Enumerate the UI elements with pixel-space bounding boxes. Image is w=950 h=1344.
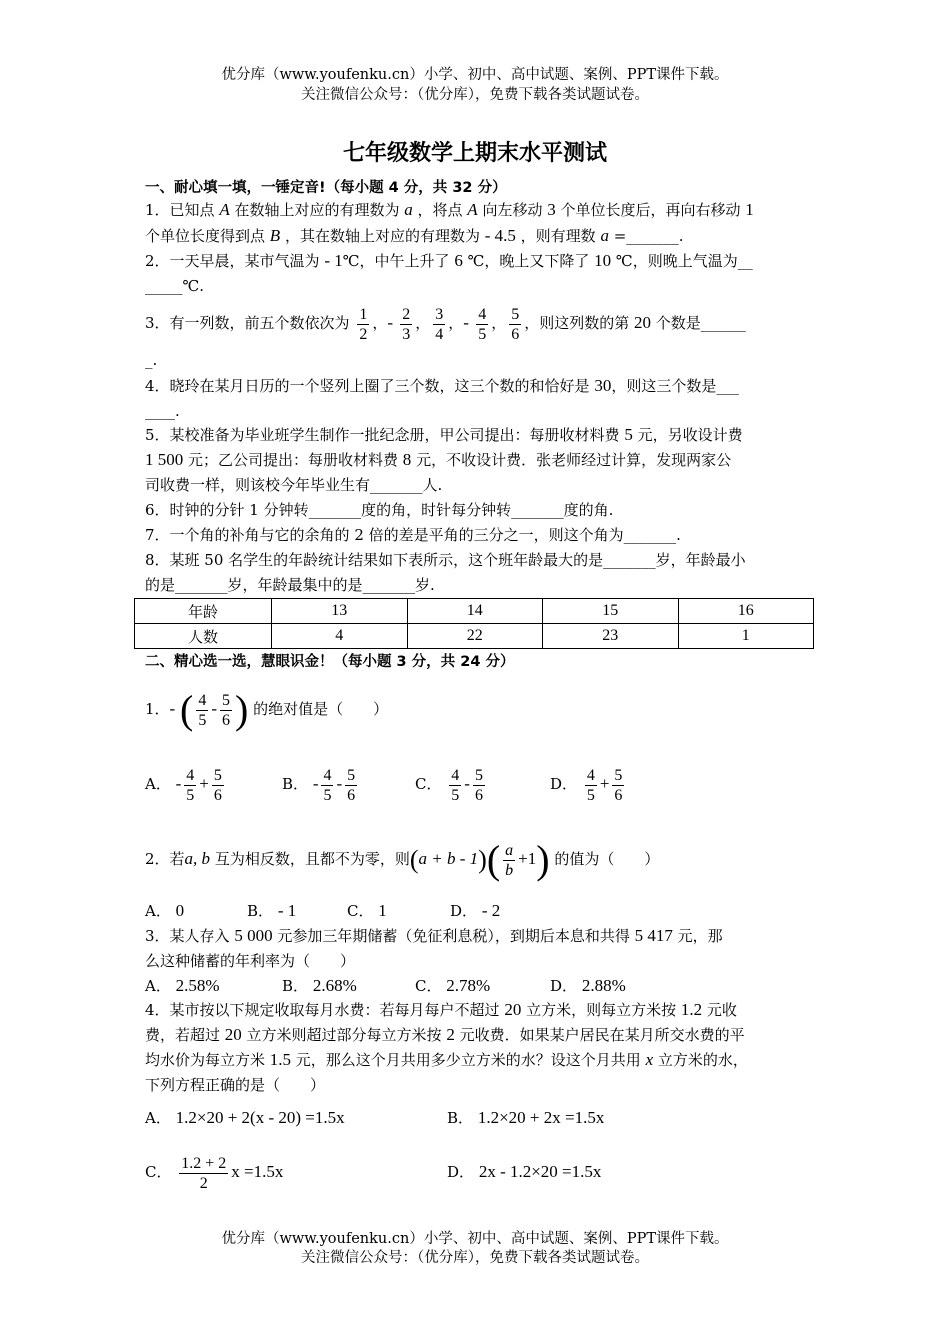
footer-line-2: 关注微信公众号：（优分库），免费下载各类试题试卷。 (301, 1250, 649, 1266)
age-cell: 15 (543, 599, 679, 624)
s2-q4-line1: 4．某市按以下规定收取每月水费：若每月每户不超过 20 立方米，则每立方米按 1.2 元收 (145, 1000, 737, 1019)
s1-q2-line2: _____℃. (145, 277, 205, 295)
s2-q2-stem: 2．若a, b 互为相反数，且都不为零，则(a + b - 1)( $\frac{a}{b}$ +1) 的值为（ ） (145, 837, 660, 882)
q3-fraction: $\frac{2}{3}$ (402, 305, 411, 343)
s1-q1-line1: 1．已知点 A 在数轴上对应的有理数为 a ，将点 A 向左移动 3 个单位长度后，再向右移动 1 (145, 200, 754, 219)
count-row (135, 624, 814, 649)
s2-q2-option-c[interactable]: C． 1 (347, 901, 387, 920)
s1-q5-line3: 司收费一样，则该校今年毕业生有_______人. (145, 476, 443, 494)
s1-q1-line2: 个单位长度得到点 B ，其在数轴上对应的有理数为 - 4.5 ，则有理数 a =_______. (145, 226, 684, 245)
section1-heading: 一、耐心填一填，一锤定音!（每小题 4 分，共 32 分） (145, 180, 507, 196)
age-label: 年龄 (135, 599, 272, 624)
s1-q5-line2: 1 500 元；乙公司提出：每册收材料费 8 元，不收设计费．张老师经过计算，发现两家公 (145, 450, 732, 469)
count-cell: 22 (407, 624, 543, 649)
s1-q7: 7．一个角的补角与它的余角的 2 倍的差是平角的三分之一，则这个角为_______. (145, 526, 681, 544)
count-cell: 4 (272, 624, 408, 649)
s1-q6: 6．时钟的分针 1 分钟转_______度的角，时针每分钟转_______度的角. (145, 501, 614, 519)
s2-q1-option-c[interactable]: C． $\frac{4}{5}$ - $\frac{5}{6}$ (415, 766, 483, 804)
count-cell: 1 (678, 624, 814, 649)
s2-q4-line3: 均水价为每立方米 1.5 元，那么这个月共用多少立方米的水？设这个月共用 x 立方米的水， (145, 1050, 748, 1069)
s2-q4-option-c[interactable]: C． $\frac{1.2 + 2}{2}$ x =1.5x (145, 1154, 284, 1192)
s1-q8-line2: 的是_______岁，年龄最集中的是_______岁. (145, 576, 435, 594)
s2-q1-option-b[interactable]: B． - $\frac{4}{5}$ - $\frac{5}{6}$ (282, 766, 356, 804)
s2-q2-option-b[interactable]: B． - 1 (247, 901, 297, 920)
q3-fraction-sequence: $\frac{1}{2}$ ，- $\frac{2}{3}$ ， $\frac{3}{4}$ ，- $\frac{4}{5}$ ， $\frac{5}{6}$ (359, 305, 520, 343)
s2-q3-line1: 3．某人存入 5 000 元参加三年期储蓄（免征利息税），到期后本息和共得 5 417 元，那 (145, 926, 723, 945)
age-cell: 16 (678, 599, 814, 624)
s2-q3-option-c[interactable]: C． 2.78% (415, 976, 491, 995)
header-line-2: 关注微信公众号：（优分库），免费下载各类试题试卷。 (301, 87, 649, 103)
s2-q3-line2: 么这种储蓄的年利率为（ ） (145, 952, 356, 970)
count-cell: 23 (543, 624, 679, 649)
s2-q4-line4: 下列方程正确的是（ ） (145, 1076, 326, 1094)
section2-heading: 二、精心选一选，慧眼识金！（每小题 3 分，共 24 分） (145, 654, 515, 670)
s2-q1-option-a[interactable]: A． - $\frac{4}{5}$ + $\frac{5}{6}$ (145, 766, 222, 804)
s1-q4-line2: ____. (145, 402, 180, 420)
s2-q4-option-d[interactable]: D． 2x - 1.2×20 =1.5x (447, 1162, 602, 1181)
s1-q2-line1: 2．一天早晨，某市气温为 - 1℃，中午上升了 6 ℃，晚上又下降了 10 ℃，则晚上气温为__ (145, 251, 753, 270)
header-line-1: 优分库（www.youfenku.cn）小学、初中、高中试题、案例、PPT课件下载。 (221, 67, 729, 83)
s2-q2-option-a[interactable]: A． 0 (145, 901, 185, 920)
s2-q4-option-b[interactable]: B． 1.2×20 + 2x =1.5x (447, 1108, 605, 1127)
s2-q2-option-d[interactable]: D． - 2 (450, 901, 501, 920)
q3-fraction: $\frac{4}{5}$ (478, 305, 487, 343)
s2-q3-option-d[interactable]: D． 2.88% (550, 976, 626, 995)
q3-fraction: $\frac{5}{6}$ (511, 305, 520, 343)
age-table (134, 598, 814, 649)
s2-q3-option-b[interactable]: B． 2.68% (282, 976, 357, 995)
s2-q1-option-d[interactable]: D． $\frac{4}{5}$ + $\frac{5}{6}$ (550, 766, 623, 804)
s2-q3-option-a[interactable]: A． 2.58% (145, 976, 220, 995)
s2-q4-option-a[interactable]: A． 1.2×20 + 2(x - 20) =1.5x (145, 1108, 345, 1127)
s2-q4-line2: 费，若超过 20 立方米则超过部分每立方米按 2 元收费．如果某户居民在某月所交水费的平 (145, 1025, 745, 1044)
count-label: 人数 (135, 624, 272, 649)
s2-q1-stem: 1．- ( $\frac{4}{5}$ - $\frac{5}{6}$ ) 的绝对值是（ ） (145, 687, 389, 732)
s1-q4-line1: 4．晓玲在某月日历的一个竖列上圈了三个数，这三个数的和恰好是 30，则这三个数是___ (145, 376, 739, 395)
s1-q3-line2: _. (145, 351, 158, 369)
age-cell: 13 (272, 599, 408, 624)
age-cell: 14 (407, 599, 543, 624)
age-row (135, 599, 814, 624)
s1-q8-line1: 8．某班 50 名学生的年龄统计结果如下表所示，这个班年龄最大的是_______岁，年龄最小 (145, 551, 746, 569)
s1-q3-line1: 3．有一列数，前五个数依次为 $\frac{1}{2}$ ，- $\frac{2}{3}$ ， $\frac{3}{4}$ ，- $\frac{4}{5}$ ， $\frac{5}{6}$ ，则这列数的第 20 个数是______ (145, 305, 746, 343)
page-title: 七年级数学上期末水平测试 (342, 141, 607, 166)
q3-fraction: $\frac{3}{4}$ (435, 305, 444, 343)
q3-fraction: $\frac{1}{2}$ (359, 305, 368, 343)
footer-line-1: 优分库（www.youfenku.cn）小学、初中、高中试题、案例、PPT课件下载。 (221, 1231, 729, 1247)
s1-q5-line1: 5．某校准备为毕业班学生制作一批纪念册，甲公司提出：每册收材料费 5 元，另收设计费 (145, 425, 743, 444)
